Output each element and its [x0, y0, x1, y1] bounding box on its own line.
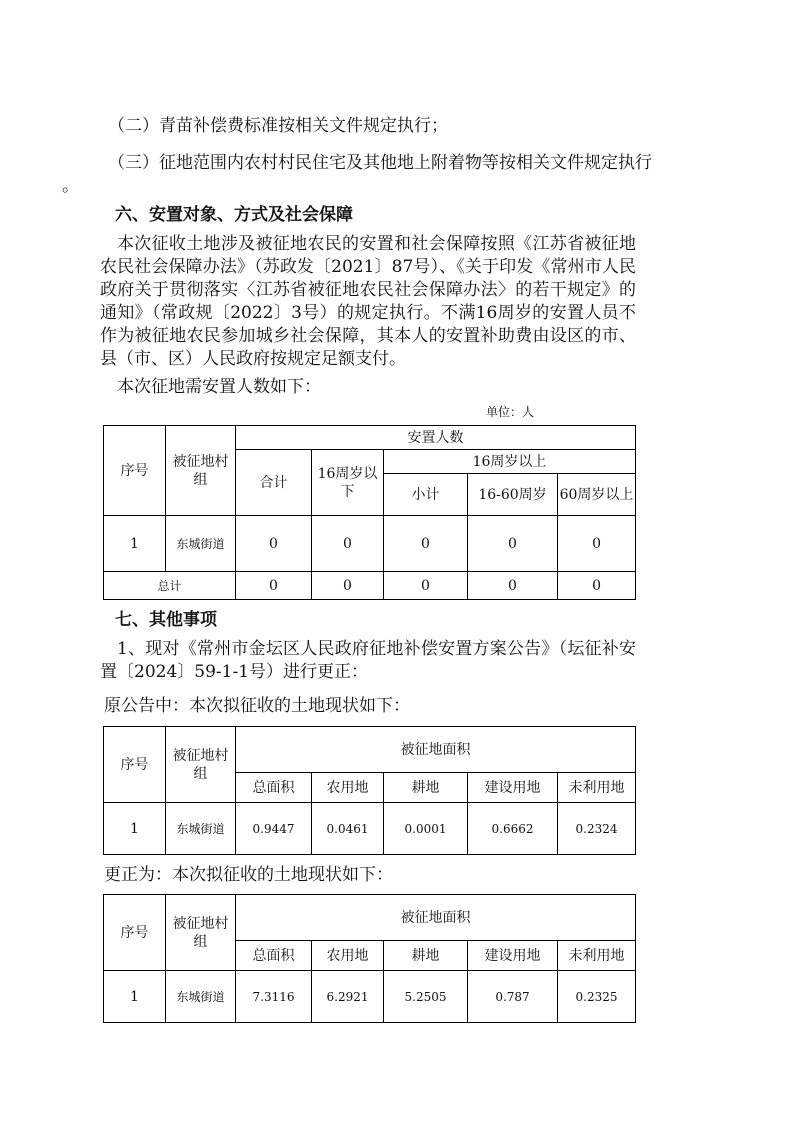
unit-label: 单位：人	[486, 405, 535, 419]
sum-60-plus: 0	[558, 572, 636, 600]
sum-label: 总计	[104, 572, 236, 600]
header-unused: 未利用地	[558, 941, 636, 971]
header-subtotal: 小计	[384, 474, 468, 516]
header-construction: 建设用地	[468, 941, 558, 971]
header-seq: 序号	[104, 727, 166, 803]
header-60-plus: 60周岁以上	[558, 474, 636, 516]
item-3: （三）征地范围内农村村民住宅及其他地上附着物等按相关文件规定执行	[108, 153, 652, 173]
header-village: 被征地村组	[166, 426, 236, 516]
header-arable: 耕地	[384, 941, 468, 971]
cell-under-16: 0	[312, 516, 384, 572]
table-row	[104, 803, 636, 855]
section-7-heading: 七、其他事项	[115, 610, 217, 630]
sum-16-60: 0	[468, 572, 558, 600]
section-6-paragraph: 本次征收土地涉及被征地农民的安置和社会保障按照《江苏省被征地农民社会保障办法》（苏政发〔2021〕87号）、《关于印发《常州市人民政府关于贯彻落实〈江苏省被征地农民社会保障办法〉的若干规定》的通知》（常政规〔2022〕3号）的规定执行。不满16周岁的安置人员不作为被征地农民参加城乡社会保障，其本人的安置补助费由设区的市、县（市、区）人民政府按规定足额支付。	[100, 234, 636, 369]
cell-agricultural: 0.0461	[312, 803, 384, 855]
header-construction: 建设用地	[468, 773, 558, 803]
total-row	[104, 572, 636, 600]
cell-village: 东城街道	[166, 803, 236, 855]
header-under-16: 16周岁以下	[312, 450, 384, 516]
cell-village: 东城街道	[166, 516, 236, 572]
section-6-intro: 本次征地需安置人数如下：	[117, 377, 321, 397]
cell-seq: 1	[104, 516, 166, 572]
cell-agricultural: 6.2921	[312, 971, 384, 1023]
sum-total: 0	[236, 572, 312, 600]
corrected-land-table	[103, 894, 636, 1023]
header-agricultural: 农用地	[312, 773, 384, 803]
corrected-intro: 更正为：本次拟征收的土地现状如下：	[104, 865, 393, 885]
header-total-area: 总面积	[236, 773, 312, 803]
header-over-16: 16周岁以上	[384, 450, 636, 474]
cell-construction: 0.6662	[468, 803, 558, 855]
cell-subtotal: 0	[384, 516, 468, 572]
table-row	[104, 516, 636, 572]
sum-subtotal: 0	[384, 572, 468, 600]
header-village: 被征地村组	[166, 727, 236, 803]
original-intro: 原公告中：本次拟征收的土地现状如下：	[104, 696, 410, 716]
cell-total-area: 7.3116	[236, 971, 312, 1023]
cell-village: 东城街道	[166, 971, 236, 1023]
section-6-heading: 六、安置对象、方式及社会保障	[115, 205, 353, 225]
item-2: （二）青苗补偿费标准按相关文件规定执行；	[108, 116, 448, 136]
cell-seq: 1	[104, 803, 166, 855]
header-16-60: 16-60周岁	[468, 474, 558, 516]
cell-total-area: 0.9447	[236, 803, 312, 855]
resettlement-table	[103, 425, 636, 600]
cell-16-60: 0	[468, 516, 558, 572]
header-unused: 未利用地	[558, 773, 636, 803]
header-seq: 序号	[104, 895, 166, 971]
item-3-end: 。	[62, 176, 79, 196]
cell-60-plus: 0	[558, 516, 636, 572]
header-village: 被征地村组	[166, 895, 236, 971]
header-total-area: 总面积	[236, 941, 312, 971]
header-seq: 序号	[104, 426, 166, 516]
original-land-table	[103, 726, 636, 855]
header-total: 合计	[236, 450, 312, 516]
cell-total: 0	[236, 516, 312, 572]
header-agricultural: 农用地	[312, 941, 384, 971]
header-people: 安置人数	[236, 426, 636, 450]
header-area: 被征地面积	[236, 895, 636, 941]
cell-arable: 0.0001	[384, 803, 468, 855]
header-arable: 耕地	[384, 773, 468, 803]
cell-seq: 1	[104, 971, 166, 1023]
sum-under-16: 0	[312, 572, 384, 600]
table-row	[104, 971, 636, 1023]
cell-unused: 0.2324	[558, 803, 636, 855]
section-7-paragraph: 1、现对《常州市金坛区人民政府征地补偿安置方案公告》（坛征补安置〔2024〕59-1-1号）进行更正：	[100, 639, 636, 682]
header-area: 被征地面积	[236, 727, 636, 773]
cell-unused: 0.2325	[558, 971, 636, 1023]
cell-construction: 0.787	[468, 971, 558, 1023]
cell-arable: 5.2505	[384, 971, 468, 1023]
